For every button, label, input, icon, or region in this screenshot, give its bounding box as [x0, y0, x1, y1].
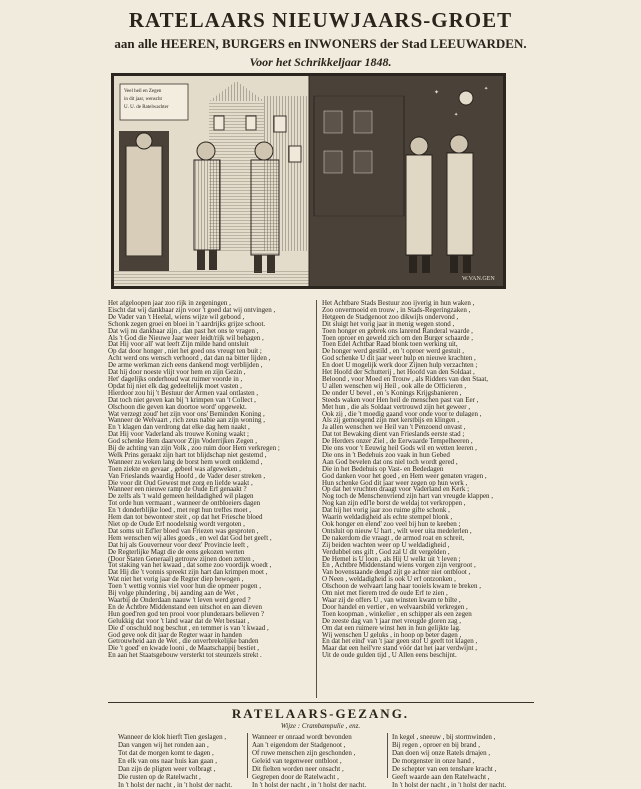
poem-line: Dat Hij voor all' wat leeft Zijn milde hand ontsluit	[108, 341, 249, 349]
poem-line: Die ons voor 't Eeuwig heil Gods wil en wetten leeren ,	[322, 445, 477, 452]
poem-line: Wanneer de Welvaart , rich zeus nabie aan zijn woning ,	[108, 417, 265, 425]
poem-line: Getrouwheid aan de Wet , die onverbrekelijke banden	[108, 638, 259, 646]
poem-line: Toen honger en gebrek ons lanrend Randeral waarde ,	[322, 327, 473, 335]
song-line: De morgenster in onze hand ,	[392, 757, 475, 765]
page-subtitle-year: Voor het Schrikkeljaar 1848.	[249, 55, 392, 69]
poem-line: Dat hij door noeste vlijt voor hem en zijn Gezin ,	[108, 369, 246, 376]
song-line: Dit fielten worden neer onsacht ,	[252, 765, 344, 773]
poem-line: Op dat het vruchten draagt voor Vaderland en Kerk ;	[322, 486, 470, 494]
song-verse-3	[392, 733, 532, 789]
poem-line: (Door Staten Generaal) getrouw zijnen doen zetten ,	[108, 555, 255, 563]
poem-line: Als zij gemoegend zijn met kerstbijs en klingen ,	[322, 417, 460, 425]
poem-line: Toen Edel Achtbar Raad blonk toen werking uit,	[322, 341, 458, 349]
poem-line: Ja allen wenschen we Heil van 't Penzoend onvast ,	[322, 424, 466, 432]
watchman-figure-4	[447, 135, 473, 273]
poem-line: Olschoon die geven kan doortoe word' opgewekt.	[108, 403, 247, 411]
poem-line: Zoo onvermoeid en trouw , in Stads-Regeringzaken ,	[322, 306, 471, 314]
poem-line: Toen ziekte en gevaar , gebeel was afgeweken ,	[108, 465, 241, 473]
song-divider-1	[247, 733, 248, 778]
poem-line: Wat niet het vorig jaar de Regter diep bewogen ,	[108, 576, 244, 584]
poem-line: De zeeste dag van 't jaar met vreugde gloren zag ,	[322, 617, 462, 625]
song-line: Dan vangen wij het ronden aan ,	[118, 741, 209, 749]
poem-line: En 't donderblijke loed , met regt hun treffes moet ,	[108, 507, 252, 515]
poem-line: Bij volge plundering , bij aanding aan de Wet ,	[108, 590, 239, 597]
poem-line: Gelukkig dat voor 't land waar dat de Wet bestaat ,	[108, 617, 250, 625]
poem-line: Door handel en vertier , en welvaarsbild verkregen ,	[322, 603, 468, 611]
poem-line: Hem wenschen wij alles goeds , en wel dat God het geeft ,	[108, 534, 272, 542]
poem-line: Eischt dat wij dankbaar zijn voor 't goed dat wij ontvingen ,	[108, 306, 276, 314]
poem-line: Hem dan tot bewonteer steit , op dat het Friesche bloed	[108, 514, 263, 521]
poem-line: Ook honger en elend' zoo veel bij hun te keeben ;	[322, 521, 461, 528]
poem-line: En , Achtbre Middenstand wiens vorgen zijn vergroot ,	[322, 562, 476, 570]
song-line: Dan zijn de pligten weer volbragt ,	[118, 765, 216, 773]
poem-line: God schenke Hem daarvoor Zijn Voderrijken Zegen ,	[108, 438, 258, 446]
banner-line-2: in dit jaar, wenscht	[124, 97, 162, 102]
poem-line: Zij beiden wachten weer op U weldadigheid ,	[322, 541, 450, 549]
poem-line: Acht werd ons wensch verhoord , dat dan na bitter lijden ,	[108, 355, 271, 363]
poem-line: Die in het Bedehuis op Vast- en Bededagen	[322, 465, 444, 473]
song-line: Dan doen wij onze Ratels drnajen ,	[392, 749, 491, 757]
column-divider	[316, 300, 317, 698]
poem-line: Hun goed'ren god ten prooi voor plunderaars believen ?	[108, 610, 264, 618]
poem-line: Het Achtbare Stads Bestuur zoo ijverig in hun waken ,	[322, 300, 475, 307]
poem-line: Dat toch niet geven kan bij 't krimpen van 't Collect ,	[108, 396, 256, 404]
poem-line: De Regterlijke Magt die de eens gekozen werten	[108, 548, 245, 556]
poem-line: Dat hij het vorig jaar zoo ruime gifte schonk ,	[322, 507, 450, 515]
poem-line: Van bovenstaande dengd zijt ge achter niet ontbloot ,	[322, 569, 471, 577]
poem-line: Wanneer een nieuwe ramp de Oude Erf genaakt ?	[108, 486, 247, 494]
poem-column-left	[108, 300, 313, 659]
poem-line: De zelfs als 't wald gemeen heildadighed wil plagen	[108, 493, 254, 501]
poem-line: Die ons in 't Bedehuis zoo vaak in hun Gebed	[322, 451, 450, 459]
poem-line: Tot staking van het kwaad , dat some zoo voordijk woedt ,	[108, 562, 272, 570]
song-line: Gegrepen door de Ratelwacht ,	[252, 773, 339, 781]
poem-line: En aan het Staatsgebouw versterkt tot steunzels strekt .	[108, 652, 262, 660]
watchman-figure-2	[251, 142, 279, 273]
poem-line: Die 't goed' en kwade looni , de Maatschappij bestiet ,	[108, 645, 260, 653]
poem-line: God danken voor het goed , en Hem weer genaten vragen ,	[322, 472, 487, 480]
poem-line: Om dat een ruimere winst hen in hun gelijkte lag.	[322, 624, 461, 632]
poem-line: Niet op de Oude Erf noodelsnig wordt vergoten ,	[108, 521, 245, 528]
song-divider-2	[387, 733, 388, 778]
poem-line: Hun schenke God dit jaar weer zegen op hun werk ,	[322, 479, 468, 487]
poem-line: Waarbij de Onderdaan naauw 't leven werd gered ?	[108, 596, 251, 604]
poem-line: Op dat door honger , niet het goed ons vreugt ten buit ;	[108, 348, 262, 356]
poem-line: Nog kan zijn edl'le borst de weldaj tot verkroppen ,	[322, 500, 466, 508]
poem-line: Dat Hij die 't vonnis spreekt zijn hart dan krimpen moet ,	[108, 569, 268, 577]
song-line: Wanneer de klok hierft Tien geslagen ,	[118, 733, 227, 741]
song-line: Wanneer er onraad wordt bevonden	[252, 733, 352, 741]
poem-line: Om niet met fierem tred de oude Erf te zien ,	[322, 590, 448, 597]
watchman-figure-3	[406, 137, 432, 273]
poem-line: De onder U bevel , en 's Konings Krijgsbanieren ,	[322, 389, 462, 397]
banner-line-3: U. U. de Ratelwachter	[124, 105, 169, 110]
poem-line: U allen wenschen wij Heil , ook alle de Officieren ,	[322, 382, 467, 390]
poem-line: Welk Prins geraakt zijn hart tot blijdschap niet gestemd ,	[108, 451, 267, 459]
poem-line: Beloond , voor Moed en Trouw , als Ridders van den Staat,	[322, 375, 489, 383]
poem-line: Ook zij , die 't moedig gaand voor onde voor te dulagen ,	[322, 410, 482, 418]
song-line: Aan 't eigendom der Stadgenoot ,	[252, 741, 346, 749]
section-rule	[108, 702, 534, 703]
poem-line: Aan God bevelen dat ons niel toch wordt gered ,	[322, 458, 458, 466]
poem-line: Toen 't wettig vonnis viel voor hun die opmeer pogen ,	[108, 583, 261, 591]
poem-line: De Herders onzer Ziel , de Eerwaarde Tempelheeren ,	[322, 438, 473, 446]
poem-line: En doet U mogelijk werk door Zijnen hulp verzachten ;	[322, 362, 478, 370]
song-verse-2	[252, 733, 382, 789]
poem-line: Waar zij de offers U , van winsten kwam te bilte ,	[322, 596, 461, 604]
poem-line: Steeds waken voor Hen heil de menschen past van Eer ,	[322, 396, 479, 404]
poem-line: Wanneer zu weken lang de borst hem wordt ontklemd ,	[108, 458, 263, 466]
song-tune: Wijze : Crambampulie , enz.	[280, 722, 361, 730]
poem-line: De honger werd gestild , en 't oproer werd gestuit ,	[322, 348, 464, 356]
song-line: In 't holst der nacht , in 't holst der nacht.	[252, 781, 367, 789]
woodcut-illustration	[111, 73, 506, 289]
moon-icon	[459, 91, 473, 105]
poem-line: Het afgeloopen jaar zoo rijk in zegeningen ,	[108, 300, 231, 307]
song-line: Bij regen , oproer en bij brand ,	[392, 741, 481, 749]
poem-line: Maar dat een heil'vre stand vóór dat het jaar verdwijnt ,	[322, 645, 478, 653]
song-line: In kegel , sneeuw , bij stormwinden ,	[392, 733, 496, 741]
poem-line: De Vader van 't Heelal, wiens wijze wil gebood ,	[108, 313, 245, 321]
artist-signature: W.VAN.GEN	[462, 276, 495, 282]
song-line: De schepter van een tenshare kracht ,	[392, 765, 497, 773]
song-line: In 't holst der nacht , in 't holst der nacht.	[392, 781, 507, 789]
poem-line: God geve ook dit jaar de Regter waar in handen	[108, 631, 242, 639]
poem-line: Het' dagelijks onderhoud wat ruimer voorde in ,	[108, 375, 243, 383]
poem-line: Dat tot Bewaking dient van Frieslands eerste stad ;	[322, 431, 465, 439]
poem-line: Die d' onschuld nog beschut , en temmer is van 't kwaad ,	[108, 624, 269, 632]
poem-line: O Neen , weldadigheid is ook U erf ontzonken ,	[322, 576, 456, 584]
song-line: Geleid van tegenweer ontbloot ,	[252, 757, 342, 765]
poem-line: Tot orde hun vermaant , wanneer de ontbloeiers dagen	[108, 500, 261, 508]
poem-line: Dit sluigt het vorig jaar in menig wegen stond ,	[322, 320, 455, 328]
banner-line-1: Veel heil en Zegen	[124, 89, 162, 94]
poem-line: Olschoon de welvaart lang haar tooiels kwam te breken ,	[322, 583, 482, 591]
song-verse-1	[118, 733, 243, 789]
poem-line: Van Frieslands waardig Hoofd , de Vader deser streken ,	[108, 472, 266, 480]
song-line: Of ruwe menschen zijn geschonden ,	[252, 749, 356, 757]
poem-line: Uit de oude gulden tijd , U Allen eens beschijnt.	[322, 652, 457, 660]
poem-line: Schonk zegen groei en bloei in 't aardrijks grijze schoot.	[108, 320, 266, 328]
poem-line: Wat verzegt zoud' het zijn voor ons' Beminden Koning ,	[108, 410, 265, 418]
song-line: Die rusten op de Ratelwacht ,	[118, 773, 201, 781]
poem-line: Het Hoofd der Schutterij , het Hoofd van den Soldaat ,	[322, 369, 475, 376]
poem-line: Toen oproer en geweld zich om den Burger schaarde ,	[322, 334, 473, 342]
song-line: In 't holst der nacht , in 't holst der nacht.	[118, 781, 233, 789]
poem-line: Als 't God die Nieuwe Jaar weer leidt/rijk wil behagen ,	[108, 334, 264, 342]
svg-text:✦: ✦	[484, 86, 489, 92]
poem-line: En 't klagen dan verdrong dat elke dag hem naakt ,	[108, 424, 250, 432]
song-line: Geeft waarde aan den Ratelwacht ,	[392, 773, 490, 781]
poem-line: En de Achtbre Middenstand een uitschot en aan dieven	[108, 603, 262, 611]
page-title: RATELAARS NIEUWJAARS-GROET	[128, 8, 513, 32]
poem-line: Opdat hij niet elk dag gedeeltelijk moet vasten ,	[108, 382, 242, 390]
poem-line: Hierdoor zou hij 't Bestuur der Armen vaal ontlasten ,	[108, 389, 259, 397]
poem-line: Dat soms uit Ed'ler bloed van Friezen was gesproten ,	[108, 527, 259, 535]
poem-line: Toen koopman , winkelier , en schipper als een zegen	[322, 610, 472, 618]
poem-line: Die voor dit Oud Gewest met zorg en liefde waakt ,	[108, 479, 253, 487]
song-line: Tot dat de morgen komt te dagen ,	[118, 749, 214, 757]
poem-line: Dat Hij voor Vaderland als trouwe Koning waakt ;	[108, 431, 250, 439]
poem-line: En dat het eind' van 't jaar geen stof U geeft tot klagen ,	[322, 638, 478, 646]
poem-line: Met hun , die als Soldaat vertrouwd zijn het geweer ,	[322, 403, 471, 411]
song-title: RATELAARS-GEZANG.	[231, 706, 410, 721]
poem-line: Nog toch de Menschenvriend zijn hart van vreugde klappen ,	[322, 493, 494, 501]
poem-line: Ontsluit op nieuw U hart , wilt weer uita medelerlen ,	[322, 527, 472, 535]
poem-line: De Hemel is U loon , als Hij U welkt uit 't leven ;	[322, 555, 461, 563]
poem-line: Waarin weldadigheid als echte stempel blonk ,	[322, 514, 453, 521]
poem-line: Verdubbel ons gift , God zal U dit vergelden ,	[322, 548, 450, 556]
poem-line: God schenke U dit jaar weer hulp en nieuwe krachten ,	[322, 355, 476, 363]
poem-column-right	[322, 300, 534, 659]
svg-text:✦: ✦	[454, 112, 459, 118]
poem-line: Wij wenschen U geluks , in hoop op beter dagen ,	[322, 631, 462, 639]
song-line: En elk van ons naar huis kan gaan ,	[118, 757, 217, 765]
poem-line: Bij de achting van zijn Volk , zoo ruim door Hem verkregen ;	[108, 445, 280, 452]
poem-line: De nakerdom die vraagt , de armod roat en schreit,	[322, 534, 465, 542]
poem-line: Dat hij als Gouverneur voor deez' Provincie leeft ,	[108, 541, 249, 549]
poem-line: Dat wij nu dankbaar zijn , dan past het ons te vragen ,	[108, 327, 259, 335]
poem-line: Hetgeen de Stadgenoot zoo dikwijls ondervond ,	[322, 313, 459, 321]
page-subtitle: aan alle HEEREN, BURGERS en INWONERS der Stad LEEUWARDEN.	[114, 36, 527, 51]
poem-line: De arme werkman zich eens dankend mogt verblijden ,	[108, 362, 263, 370]
svg-text:✦: ✦	[434, 89, 440, 96]
